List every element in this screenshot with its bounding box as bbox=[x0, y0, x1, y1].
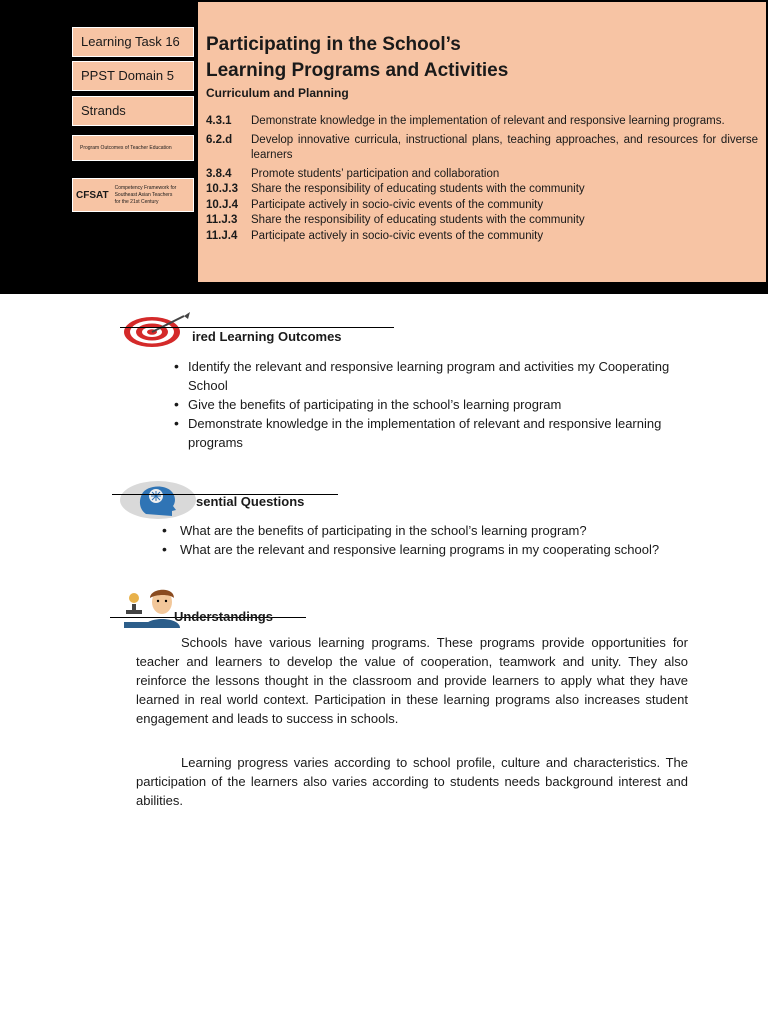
head-brain-icon bbox=[118, 480, 198, 520]
strand-item bbox=[206, 182, 758, 198]
strand-description: Demonstrate knowledge in the implementation of relevant and responsive learning programs. bbox=[251, 115, 725, 127]
strand-code: 4.3.1 bbox=[206, 115, 232, 127]
understandings-heading: Understandings bbox=[174, 609, 273, 624]
strand-code: 11.J.4 bbox=[206, 229, 238, 242]
cfsat-desc-line: Competency Framework for bbox=[114, 184, 177, 191]
list-item: • What are the relevant and responsive learning programs in my cooperating school? bbox=[156, 540, 688, 559]
strand-description: Participate actively in socio-civic events of the community bbox=[251, 229, 544, 242]
title-line: Participating in the School’s bbox=[206, 34, 461, 55]
program-outcomes-tag: Program Outcomes of Teacher Education bbox=[72, 135, 194, 161]
strand-description: Develop innovative curricula, instructional plans, teaching approaches, and resources for diverse learners bbox=[251, 133, 758, 161]
target-icon bbox=[112, 310, 192, 350]
title-panel bbox=[198, 2, 766, 282]
strands-tag: Strands bbox=[72, 96, 194, 126]
list-item: • Give the benefits of participating in the school’s learning program bbox=[174, 395, 688, 414]
strand-item bbox=[206, 114, 758, 130]
strand-code: 10.J.4 bbox=[206, 198, 238, 211]
understandings-paragraph-1: Schools have various learning programs. These programs provide opportunities for teacher and learners to develop the value of cooperation, teamwork and unity. They also reinforce the lessons thought in the classroom and provide learners to apply what they have learned in real world context. Participation in these learning programs also increases student engagement and leads to success in schools. bbox=[136, 635, 688, 726]
outcomes-list bbox=[174, 357, 688, 452]
list-item: • What are the benefits of participating in the school’s learning program? bbox=[156, 521, 688, 540]
strand-description: Participate actively in socio-civic events of the community bbox=[251, 198, 544, 211]
cfsat-description bbox=[115, 185, 177, 206]
questions-list bbox=[156, 521, 688, 559]
strand-item bbox=[206, 167, 758, 183]
header-band bbox=[0, 0, 768, 294]
cfsat-label: CFSAT bbox=[76, 189, 109, 201]
cfsat-tag bbox=[72, 178, 194, 212]
strand-code: 6.2.d bbox=[206, 133, 233, 146]
outcomes-heading-rule bbox=[120, 327, 394, 328]
list-item: • Demonstrate knowledge in the implementation of relevant and responsive learning programs bbox=[174, 414, 688, 452]
questions-heading: sential Questions bbox=[196, 494, 305, 509]
ppst-domain-tag: PPST Domain 5 bbox=[72, 61, 194, 91]
sidebar-tags bbox=[0, 0, 196, 294]
outcomes-heading: ired Learning Outcomes bbox=[192, 329, 342, 344]
strand-item bbox=[206, 198, 758, 214]
cfsat-desc-line: for the 21st Century bbox=[114, 198, 159, 205]
strand-description: Share the responsibility of educating students with the community bbox=[251, 214, 585, 226]
page-title bbox=[206, 32, 606, 84]
page-subtitle: Curriculum and Planning bbox=[206, 86, 349, 100]
cfsat-desc-line: Southeast Asian Teachers bbox=[114, 191, 173, 198]
understandings-paragraph-2: Learning progress varies according to school profile, culture and characteristics. The participation of the learners also varies according to students needs background interest and abilities. bbox=[136, 755, 688, 808]
strand-description: Share the responsibility of educating students with the community bbox=[251, 183, 585, 195]
strand-code: 10.J.3 bbox=[206, 183, 238, 195]
strand-code: 3.8.4 bbox=[206, 167, 232, 180]
strand-item bbox=[206, 213, 758, 229]
strand-description: Promote students’ participation and collaboration bbox=[251, 167, 500, 180]
list-item: • Identify the relevant and responsive learning program and activities my Cooperating School bbox=[174, 357, 688, 395]
strand-item bbox=[206, 229, 758, 245]
learning-task-tag: Learning Task 16 bbox=[72, 27, 194, 57]
strands-list bbox=[206, 114, 758, 244]
strand-code: 11.J.3 bbox=[206, 214, 238, 226]
strand-item bbox=[206, 133, 758, 164]
title-line: Learning Programs and Activities bbox=[206, 60, 509, 81]
